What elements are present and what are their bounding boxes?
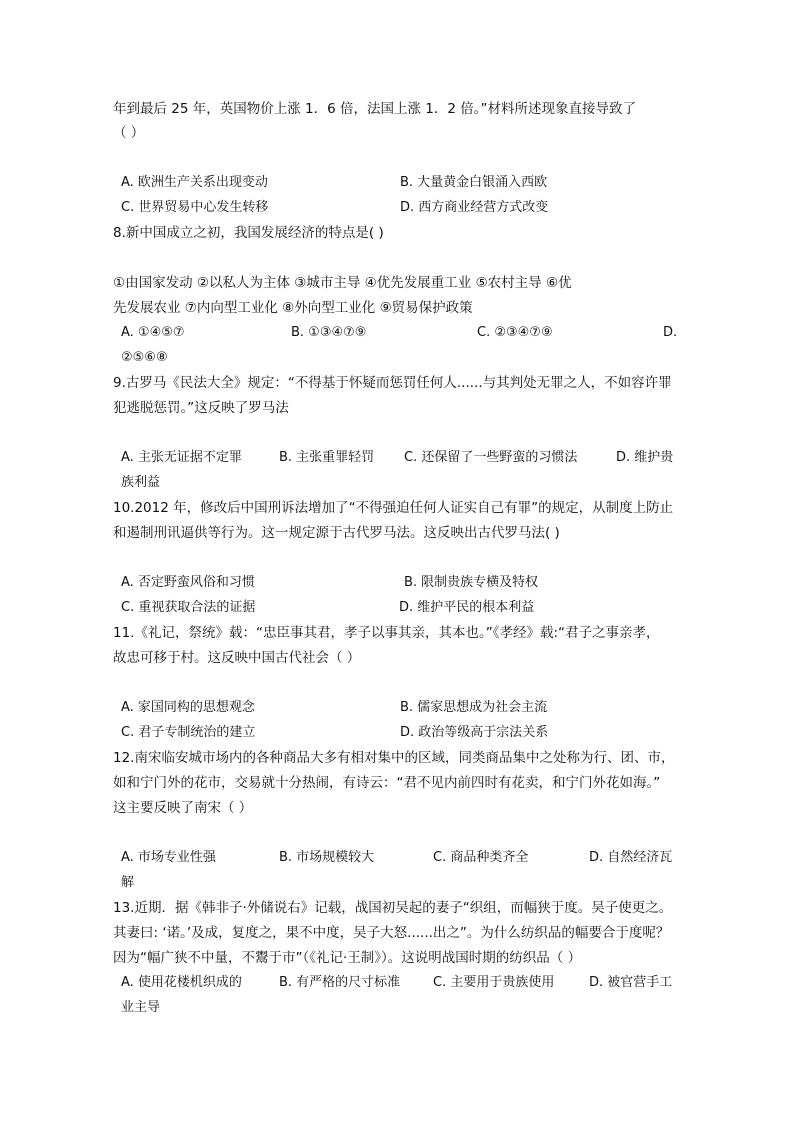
q12-option-b: B. 市场规模较大: [279, 850, 375, 865]
q9-option-d-continued: 族利益: [121, 475, 161, 490]
q9-option-a: A. 主张无证据不定罪: [121, 450, 242, 465]
q7-stem-line1: 年到最后 25 年，英国物价上涨 1．6 倍，法国上涨 1．2 倍。”材料所述现象直接导致了: [113, 101, 637, 117]
q11-option-d: D. 政治等级高于宗法关系: [400, 725, 549, 740]
q8-option-b: B. ①③④⑦⑨: [291, 325, 367, 340]
q7-option-b: B. 大量黄金白银涌入西欧: [400, 175, 548, 190]
q10-option-d: D. 维护平民的根本利益: [399, 600, 535, 615]
q12-option-d: D. 自然经济瓦: [589, 850, 673, 865]
q11-option-b: B. 儒家思想成为社会主流: [400, 700, 548, 715]
q10-stem-line1: 10.2012 年，修改后中国刑诉法增加了“不得强迫任何人证实自己有罪”的规定，从制度上防止: [113, 500, 674, 516]
q13-stem-line3: 因为“幅广狭不中量，不鬻于市”（《礼记·王制》）。这说明战国时期的纺织品（ ）: [113, 950, 582, 966]
q9-option-b: B. 主张重罪轻罚: [279, 450, 375, 465]
q9-option-c: C. 还保留了一些野蛮的习惯法: [404, 450, 578, 465]
q12-option-c: C. 商品种类齐全: [433, 850, 529, 865]
q8-option-c: C. ②③④⑦⑨: [477, 325, 553, 340]
q9-stem-line2: 犯逃脱惩罚。”这反映了罗马法: [113, 400, 289, 416]
q9-option-d: D. 维护贵: [616, 450, 674, 465]
q13-stem-line2: 其妻曰: ‘诺。’及成，复度之，果不中度，吴子大怒......出之”。为什么纺织品的幅要合于度呢？: [113, 925, 670, 941]
q13-option-c: C. 主要用于贵族使用: [433, 975, 555, 990]
q11-stem-line1: 11.《礼记，祭统》载：“忠臣事其君，孝子以事其亲，其本也。”《孝经》载:“君子之事亲孝，: [113, 625, 660, 641]
q10-stem-line2: 和遏制刑讯逼供等行为。这一规定源于古代罗马法。这反映出古代罗马法( ): [113, 525, 560, 541]
q7-option-c: C. 世界贸易中心发生转移: [121, 200, 269, 215]
q8-stem: 8.新中国成立之初，我国发展经济的特点是( ): [113, 225, 384, 241]
q10-option-a: A. 否定野蛮风俗和习惯: [121, 575, 255, 590]
q12-stem-line2: 如和宁门外的花市，交易就十分热闹，有诗云：“君不见内前四时有花卖，和宁门外花如海。”: [113, 775, 661, 791]
q12-stem-line3: 这主要反映了南宋（ ）: [113, 800, 253, 816]
q13-option-d: D. 被官营手工: [589, 975, 673, 990]
q8-items-line2: 先发展农业 ⑦内向型工业化 ⑧外向型工业化 ⑨贸易保护政策: [113, 300, 473, 316]
q7-option-d: D. 西方商业经营方式改变: [400, 200, 549, 215]
q11-stem-line2: 故忠可移于村。这反映中国古代社会（ ）: [113, 650, 361, 666]
q13-stem-line1: 13.近期．据《韩非子·外储说右》记载，战国初吴起的妻子“织组，而幅狭于度。吴子使更之。: [113, 900, 673, 916]
q8-option-d: D.: [663, 325, 678, 340]
q10-option-b: B. 限制贵族专横及特权: [404, 575, 539, 590]
q12-stem-line1: 12.南宋临安城市场内的各种商品大多有相对集中的区域，同类商品集中之处称为行、团、市，: [113, 750, 675, 766]
q7-option-a: A. 欧洲生产关系出现变动: [121, 175, 268, 190]
q13-option-b: B. 有严格的尺寸标准: [279, 975, 401, 990]
q13-option-a: A. 使用花楼机织成的: [121, 975, 242, 990]
q12-option-a: A. 市场专业性强: [121, 850, 216, 865]
q9-stem-line1: 9.古罗马《民法大全》规定：“不得基于怀疑而惩罚任何人......与其判处无罪之人，不如容许罪: [113, 375, 672, 391]
q12-option-d-continued: 解: [121, 875, 135, 890]
q13-option-d-continued: 业主导: [121, 1000, 161, 1015]
q11-option-a: A. 家国同构的思想观念: [121, 700, 255, 715]
q7-answer-blank: （ ）: [113, 125, 145, 141]
q11-option-c: C. 君子专制统治的建立: [121, 725, 256, 740]
q8-option-a: A. ①④⑤⑦: [121, 325, 185, 340]
q8-items-line1: ①由国家发动 ②以私人为主体 ③城市主导 ④优先发展重工业 ⑤农村主导 ⑥优: [113, 275, 572, 291]
q8-option-d-continued: ②⑤⑥⑧: [121, 350, 168, 365]
q10-option-c: C. 重视获取合法的证据: [121, 600, 256, 615]
